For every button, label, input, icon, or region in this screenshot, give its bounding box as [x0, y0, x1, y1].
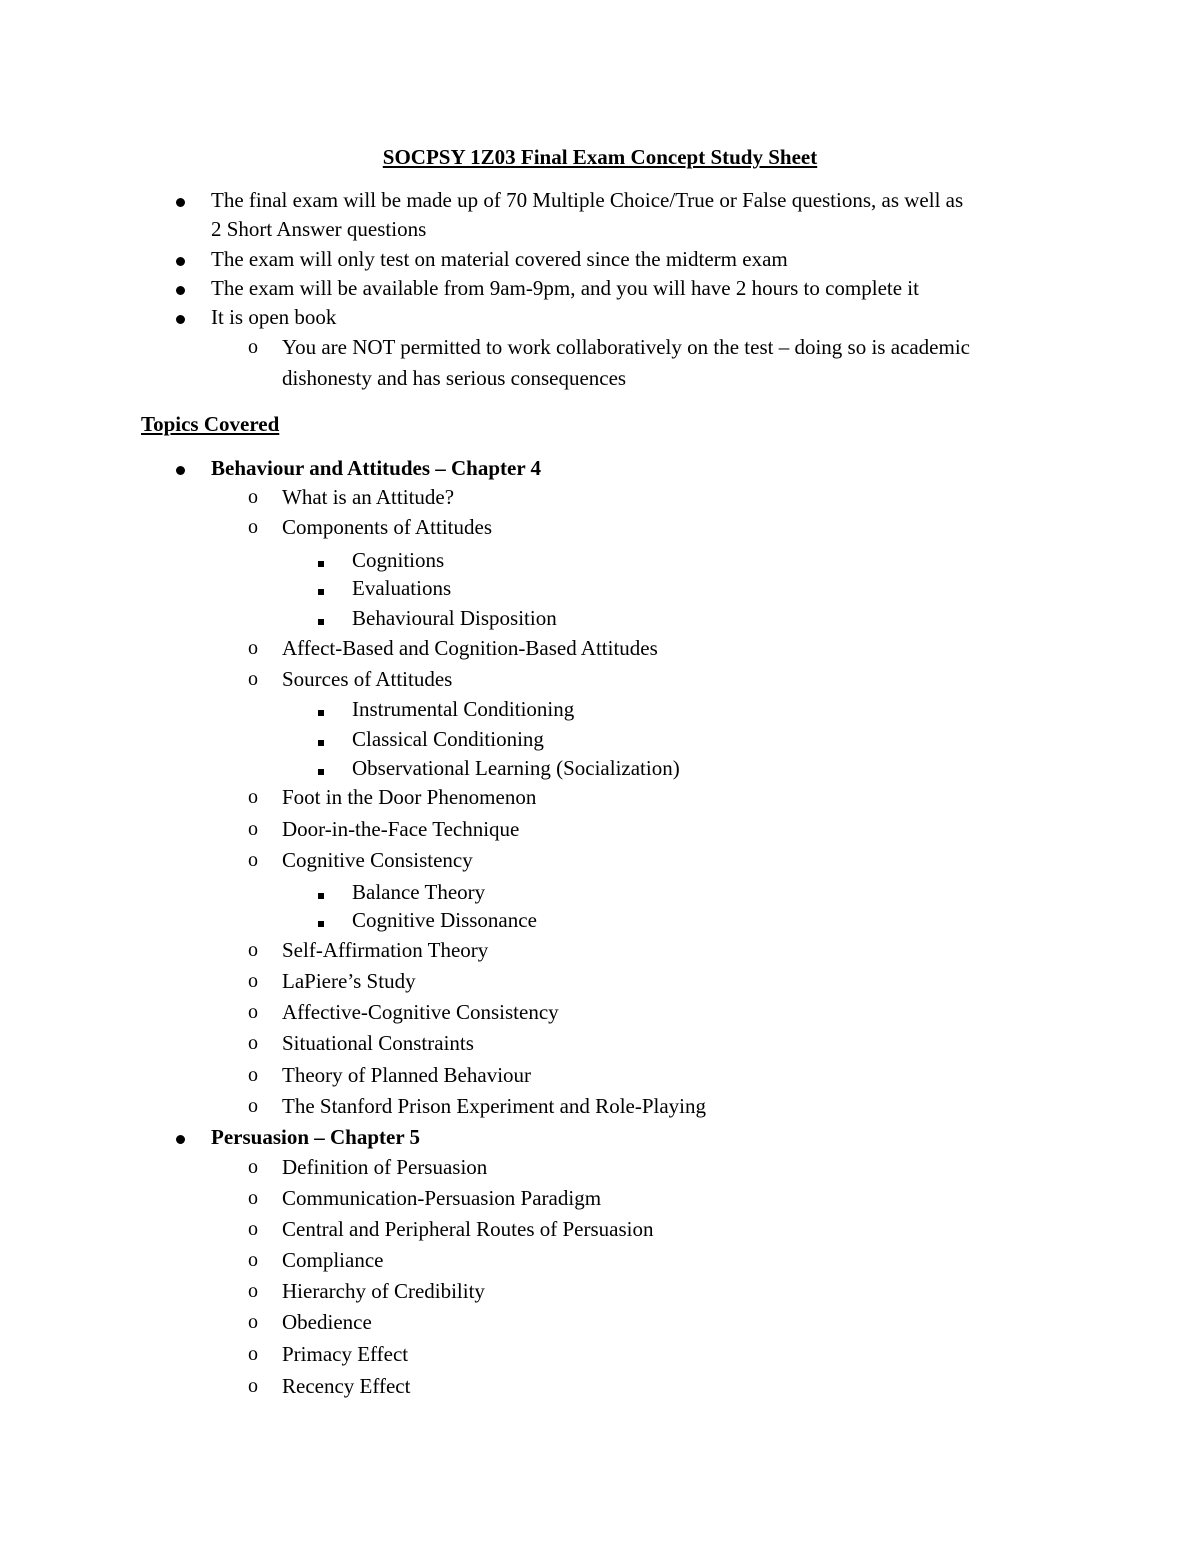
- square-bullet-icon: [318, 545, 324, 575]
- circle-bullet-icon: o: [248, 1001, 258, 1023]
- list-item: Components of Attitudes: [282, 515, 492, 539]
- circle-bullet-icon: o: [248, 1343, 258, 1365]
- bullet-icon: [176, 185, 185, 215]
- list-item: Hierarchy of Credibility: [282, 1279, 485, 1303]
- list-item: Definition of Persuasion: [282, 1155, 488, 1179]
- intro-item-4: It is open book: [211, 305, 337, 329]
- list-item: LaPiere’s Study: [282, 969, 416, 993]
- square-bullet-icon: [318, 753, 324, 783]
- circle-bullet-icon: o: [248, 486, 258, 508]
- square-bullet-icon: [318, 573, 324, 603]
- circle-bullet-icon: o: [248, 1218, 258, 1240]
- bullet-icon: [176, 244, 185, 274]
- circle-bullet-icon: o: [248, 1375, 258, 1397]
- bullet-icon: [176, 273, 185, 303]
- list-item: Sources of Attitudes: [282, 667, 453, 691]
- list-item: Door-in-the-Face Technique: [282, 817, 520, 841]
- circle-bullet-icon: o: [248, 1187, 258, 1209]
- bullet-icon: [176, 453, 185, 483]
- list-item: Observational Learning (Socialization): [352, 756, 680, 780]
- list-item: Cognitive Consistency: [282, 848, 473, 872]
- list-item: Cognitive Dissonance: [352, 908, 537, 932]
- list-item: Affective-Cognitive Consistency: [282, 1000, 559, 1024]
- circle-bullet-icon: o: [248, 1311, 258, 1333]
- circle-bullet-icon: o: [248, 1249, 258, 1271]
- list-item: Theory of Planned Behaviour: [282, 1063, 532, 1087]
- circle-bullet-icon: o: [248, 516, 258, 538]
- circle-bullet-icon: o: [248, 970, 258, 992]
- list-item: Evaluations: [352, 576, 452, 600]
- list-item: Affect-Based and Cognition-Based Attitudes: [282, 636, 658, 660]
- intro-item-2: The exam will only test on material covered since the midterm exam: [211, 247, 788, 271]
- circle-bullet-icon: o: [248, 637, 258, 659]
- circle-bullet-icon: o: [248, 849, 258, 871]
- intro-sub-line-2: dishonesty and has serious consequences: [282, 366, 627, 390]
- list-item: Classical Conditioning: [352, 727, 544, 751]
- intro-item-1-line-1: The final exam will be made up of 70 Multiple Choice/True or False questions, as well as: [211, 188, 964, 212]
- list-item: Recency Effect: [282, 1374, 411, 1398]
- circle-bullet-icon: o: [248, 668, 258, 690]
- intro-item-3: The exam will be available from 9am-9pm, and you will have 2 hours to complete it: [211, 276, 919, 300]
- bullet-icon: [176, 302, 185, 332]
- square-bullet-icon: [318, 724, 324, 754]
- list-item: The Stanford Prison Experiment and Role-Playing: [282, 1094, 707, 1118]
- list-item: Obedience: [282, 1310, 372, 1334]
- list-item: Self-Affirmation Theory: [282, 938, 489, 962]
- square-bullet-icon: [318, 603, 324, 633]
- circle-bullet-icon: o: [248, 336, 258, 358]
- intro-sub-line-1: You are NOT permitted to work collaboratively on the test – doing so is academic: [282, 335, 970, 359]
- list-item: Central and Peripheral Routes of Persuasion: [282, 1217, 654, 1241]
- circle-bullet-icon: o: [248, 1064, 258, 1086]
- list-item: Instrumental Conditioning: [352, 697, 575, 721]
- list-item: Compliance: [282, 1248, 384, 1272]
- intro-item-1-line-2: 2 Short Answer questions: [211, 217, 427, 241]
- square-bullet-icon: [318, 905, 324, 935]
- list-item: What is an Attitude?: [282, 485, 455, 509]
- circle-bullet-icon: o: [248, 1280, 258, 1302]
- circle-bullet-icon: o: [248, 1156, 258, 1178]
- chapter4-title: Behaviour and Attitudes – Chapter 4: [211, 456, 542, 480]
- page-title: SOCPSY 1Z03 Final Exam Concept Study Sheet: [382, 145, 818, 169]
- list-item: Cognitions: [352, 548, 445, 572]
- circle-bullet-icon: o: [248, 939, 258, 961]
- square-bullet-icon: [318, 877, 324, 907]
- list-item: Communication-Persuasion Paradigm: [282, 1186, 602, 1210]
- circle-bullet-icon: o: [248, 1032, 258, 1054]
- list-item: Primacy Effect: [282, 1342, 409, 1366]
- circle-bullet-icon: o: [248, 818, 258, 840]
- circle-bullet-icon: o: [248, 1095, 258, 1117]
- topics-heading: Topics Covered: [141, 412, 280, 436]
- list-item: Balance Theory: [352, 880, 486, 904]
- square-bullet-icon: [318, 694, 324, 724]
- list-item: Behavioural Disposition: [352, 606, 557, 630]
- list-item: Foot in the Door Phenomenon: [282, 785, 537, 809]
- bullet-icon: [176, 1122, 185, 1152]
- chapter5-title: Persuasion – Chapter 5: [211, 1125, 421, 1149]
- circle-bullet-icon: o: [248, 786, 258, 808]
- list-item: Situational Constraints: [282, 1031, 474, 1055]
